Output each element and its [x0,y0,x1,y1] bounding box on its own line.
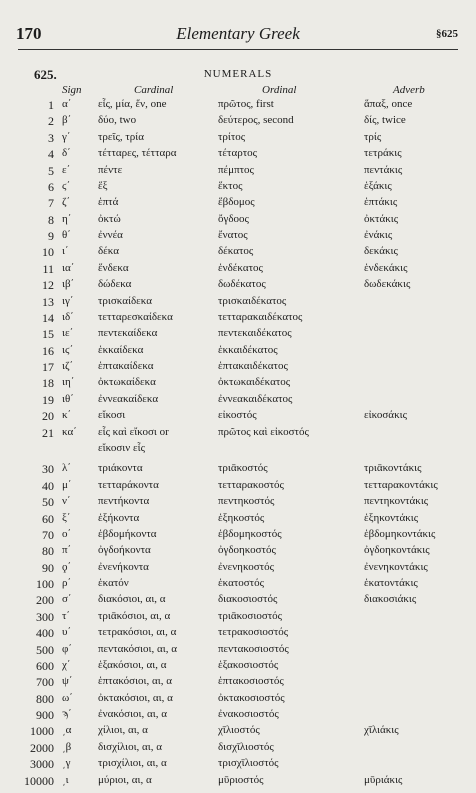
row-cardinal: ἑκκαίδεκα [98,343,144,356]
row-number: 50 [42,495,54,510]
row-adverb: τρίς [364,130,382,143]
row-adverb: εἰκοσάκις [364,409,407,422]
table-row [0,626,476,641]
row-number: 5 [48,163,54,178]
row-ordinal: πεντηκοστός [218,495,275,508]
row-ordinal: τρισχῑλιοστός [218,757,279,770]
row-cardinal: ἑπτακόσιοι, αι, α [98,675,172,688]
table-row [0,610,476,625]
row-ordinal: ἑκκαιδέκατος [218,343,278,356]
row-cardinal: τετταρεσκαίδεκα [98,310,173,323]
row-ordinal: ἐννεακαιδέκατος [218,392,293,405]
row-sign: ͵β [62,740,72,753]
row-sign: υ΄ [62,626,72,639]
table-row [0,659,476,674]
header-rule [18,49,458,50]
table-row [0,360,476,375]
section-title: NUMERALS [203,68,273,80]
table-row [0,724,476,739]
row-number: 18 [42,376,54,391]
row-sign: ϙ΄ [62,560,72,573]
column-header-ordinal: Ordinal [262,84,297,96]
row-ordinal: διακοσιοστός [218,593,278,606]
table-row [0,544,476,559]
row-number: 12 [42,278,54,293]
table-row [0,213,476,228]
row-number: 300 [36,609,54,624]
row-sign: ζ΄ [62,196,71,209]
row-number: 11 [42,261,54,276]
row-cardinal: ὀκτακόσιοι, αι, α [98,691,173,704]
row-cardinal: τρισχίλιοι, αι, α [98,757,167,770]
row-sign: ιγ΄ [62,294,74,307]
row-cardinal: ἐνακόσιοι, αι, α [98,708,167,721]
row-cardinal: τετρακόσιοι, αι, α [98,626,177,639]
row-adverb: ὀγδοηκοντάκις [364,544,430,557]
table-row [0,462,476,477]
table-row [0,495,476,510]
section-number: 625. [34,67,57,82]
row-cardinal: τέτταρες, τέτταρα [98,147,177,160]
row-ordinal: ἐνακοσιοστός [218,708,279,721]
row-cardinal: δισχίλιοι, αι, α [98,740,163,753]
row-adverb: μῡριάκις [364,773,403,786]
row-ordinal: ἑκατοστός [218,577,264,590]
row-sign: ρ΄ [62,577,72,590]
page-number: 170 [16,24,42,43]
row-number: 3 [48,130,54,145]
table-row [0,164,476,179]
row-ordinal: ἑβδομηκοστός [218,527,282,540]
row-sign: ιζ΄ [62,360,74,373]
row-adverb: ἅπαξ, once [364,98,413,110]
row-ordinal: εἰκοστός [218,409,257,422]
row-number: 400 [36,626,54,641]
row-number: 200 [36,593,54,608]
row-cardinal: ἐνενήκοντα [98,560,149,573]
table-row [0,692,476,707]
row-number: 9 [48,229,54,244]
row-adverb: χῑλιάκις [364,724,399,737]
page-header [0,24,476,46]
row-sign: ιδ΄ [62,310,74,323]
row-ordinal: τετρακοσιοστός [218,626,289,639]
row-adverb: ἑνδεκάκις [364,261,408,274]
row-ordinal: πεντακοσιοστός [218,642,289,655]
row-ordinal: ὀγδοηκοστός [218,544,276,557]
row-ordinal: τέταρτος [218,147,257,160]
row-cardinal: πεντεκαίδεκα [98,327,158,340]
row-cardinal: ἑξακόσιοι, αι, α [98,658,167,671]
row-number: 80 [42,544,54,559]
table-row [0,528,476,543]
row-adverb: δίς, twice [364,114,406,127]
table-row [0,344,476,359]
table-row [0,757,476,772]
row-ordinal: τετταρακοστός [218,478,284,491]
row-adverb: ἐνενηκοντάκις [364,560,428,573]
row-cardinal: δέκα [98,245,120,258]
row-adverb: ἑξάκις [364,179,392,192]
row-ordinal: δέκατος [218,245,254,258]
row-number: 2000 [30,740,54,755]
row-cardinal: ἑκατόν [98,577,129,590]
table-row [0,774,476,789]
row-adverb: τριᾱκοντάκις [364,462,422,475]
row-sign: ιη΄ [62,376,75,389]
row-number: 1000 [30,724,54,739]
table-row [0,131,476,146]
table-row [0,512,476,527]
row-cardinal: ὀκτωκαίδεκα [98,376,156,389]
row-ordinal: πέμπτος [218,163,254,176]
row-sign: θ΄ [62,229,71,242]
table-row [0,479,476,494]
row-sign: δ΄ [62,147,71,160]
row-cardinal: τρεῖς, τρία [98,130,144,143]
row-sign: ψ΄ [62,675,73,688]
table-row [0,196,476,211]
row-adverb: δωδεκάκις [364,278,411,291]
row-ordinal: μῡριοστός [218,773,264,786]
row-adverb: ἑπτάκις [364,196,398,209]
table-row [0,376,476,391]
table-row [0,741,476,756]
row-ordinal: ἐνενηκοστός [218,560,274,573]
section-reference: §625 [436,28,458,40]
column-header-cardinal: Cardinal [134,84,174,96]
row-sign: ϡ΄ [62,708,72,721]
row-sign: ι΄ [62,245,69,258]
row-adverb: ἐνάκις [364,229,393,242]
table-row [0,295,476,310]
row-number: 500 [36,642,54,657]
row-cardinal: εἷς καὶ εἴκοσι or [98,425,169,438]
row-number: 40 [42,478,54,493]
row-number: 17 [42,360,54,375]
row-sign: ω΄ [62,691,73,704]
row-cardinal: ὀκτώ [98,212,121,225]
row-number: 10 [42,245,54,260]
table-row [0,426,476,441]
row-sign: α΄ [62,98,72,110]
row-adverb: ἑξηκοντάκις [364,511,419,524]
row-sign: σ΄ [62,593,72,606]
row-adverb: τετράκις [364,147,402,160]
row-cardinal: διακόσιοι, αι, α [98,593,166,606]
table-row [0,593,476,608]
row-ordinal: ἑξηκοστός [218,511,265,524]
row-adverb: δεκάκις [364,245,398,258]
row-ordinal: ἑνδέκατος [218,261,263,274]
row-sign: ν΄ [62,495,71,508]
row-sign: ιε΄ [62,327,74,340]
row-adverb: πεντάκις [364,163,403,176]
table-row [0,675,476,690]
row-number: 900 [36,708,54,723]
row-sign: ͵γ [62,757,71,770]
row-cardinal: δύο, two [98,114,137,127]
row-number: 30 [42,462,54,477]
row-ordinal: τρίτος [218,130,246,143]
row-ordinal: ἑξακοσιοστός [218,658,279,671]
row-number: 16 [42,343,54,358]
row-number: 800 [36,691,54,706]
row-sign: γ΄ [62,130,71,143]
table-row [0,98,476,113]
row-ordinal: τριᾱκοσιοστός [218,609,283,622]
table-row [0,708,476,723]
row-sign: ϛ΄ [62,179,71,192]
row-cardinal: ἕνδεκα [98,261,129,274]
row-sign: ͵α [62,724,72,737]
row-adverb: τετταρακοντάκις [364,478,438,491]
table-row [0,643,476,658]
row-cardinal: χίλιοι, αι, α [98,724,148,737]
row-cardinal: εἴκοσι [98,409,126,422]
row-sign: ξ΄ [62,511,71,524]
row-number: 600 [36,658,54,673]
table-row [0,409,476,424]
row-ordinal: πεντεκαιδέκατος [218,327,292,340]
row-cardinal: ἑβδομήκοντα [98,527,157,540]
table-row [0,114,476,129]
row-sign: φ΄ [62,642,73,655]
row-sign: λ΄ [62,462,71,475]
row-adverb: πεντηκοντάκις [364,495,429,508]
row-cardinal: τρισκαίδεκα [98,294,152,307]
row-ordinal: τρισκαιδέκατος [218,294,287,307]
row-number: 100 [36,577,54,592]
row-sign: τ΄ [62,609,71,622]
table-row [0,229,476,244]
row-sign: μ΄ [62,478,72,491]
row-number: 6 [48,179,54,194]
row-adverb: ὀκτάκις [364,212,399,225]
row-cardinal: δώδεκα [98,278,132,291]
row-sign: ο΄ [62,527,72,540]
row-ordinal: τριᾱκοστός [218,462,268,475]
row-number: 90 [42,560,54,575]
table-row [0,245,476,260]
row-sign: ε΄ [62,163,71,176]
column-header-sign: Sign [62,84,82,96]
row-ordinal: ὀκτωκαιδέκατος [218,376,291,389]
row-sign: κ΄ [62,409,72,422]
table-row [0,262,476,277]
row-cardinal: ἐννέα [98,229,123,242]
table-row [0,577,476,592]
row-sign: ιθ΄ [62,392,74,405]
row-number: 8 [48,212,54,227]
row-cardinal: τετταράκοντα [98,478,159,491]
row-cardinal: εἷς, μία, ἕν, one [98,98,167,110]
row-sign: β΄ [62,114,72,127]
table-row [0,442,476,457]
row-sign: ͵ι [62,773,69,786]
column-header-adverb: Adverb [393,84,425,96]
row-ordinal: δισχῑλιοστός [218,740,274,753]
row-number: 10000 [24,773,54,788]
row-ordinal: πρῶτος καὶ εἰκοστός [218,425,309,438]
row-cardinal: ἑπτά [98,196,119,209]
row-cardinal: τριάκοντα [98,462,143,475]
row-ordinal: ἕβδομος [218,196,255,209]
row-ordinal: δεύτερος, second [218,114,294,127]
row-number: 70 [42,527,54,542]
row-number: 60 [42,511,54,526]
row-adverb: ἑβδομηκοντάκις [364,527,436,540]
row-ordinal: ἕκτος [218,179,243,192]
table-row [0,311,476,326]
table-row [0,180,476,195]
row-cardinal: πεντήκοντα [98,495,150,508]
row-number: 20 [42,409,54,424]
row-number: 1 [48,98,54,112]
table-row [0,147,476,162]
row-cardinal: πέντε [98,163,123,176]
row-ordinal: ὄγδοος [218,212,249,225]
row-cardinal: πεντακόσιοι, αι, α [98,642,177,655]
row-ordinal: δωδέκατος [218,278,266,291]
row-sign: η΄ [62,212,72,225]
row-adverb: διακοσιάκις [364,593,417,606]
row-cardinal: μύριοι, αι, α [98,773,152,786]
table-row [0,278,476,293]
row-number: 19 [42,392,54,407]
row-number: 14 [42,310,54,325]
row-ordinal: ἑπτακοσιοστός [218,675,284,688]
row-cardinal: ἐννεακαίδεκα [98,392,159,405]
row-number: 3000 [30,757,54,772]
row-cardinal: ἑξήκοντα [98,511,140,524]
row-sign: π΄ [62,544,72,557]
row-cardinal: εἴκοσιν εἷς [98,441,145,454]
row-sign: κα΄ [62,425,77,438]
row-sign: ιϛ΄ [62,343,74,356]
row-ordinal: ὀκτακοσιοστός [218,691,285,704]
row-number: 4 [48,147,54,162]
row-ordinal: τετταρακαιδέκατος [218,310,303,323]
row-sign: χ΄ [62,658,71,671]
row-ordinal: ἔνατος [218,229,248,242]
row-ordinal: χῑλιοστός [218,724,260,737]
row-adverb: ἑκατοντάκις [364,577,418,590]
row-cardinal: ἑπτακαίδεκα [98,360,154,373]
table-row [0,561,476,576]
row-cardinal: τριᾱκόσιοι, αι, α [98,609,171,622]
row-number: 13 [42,294,54,309]
row-number: 700 [36,675,54,690]
table-row [0,393,476,408]
row-number: 2 [48,114,54,129]
row-cardinal: ἕξ [98,179,108,192]
row-ordinal: ἑπτακαιδέκατος [218,360,288,373]
table-row [0,327,476,342]
row-ordinal: πρῶτος, first [218,98,274,110]
row-number: 15 [42,327,54,342]
row-number: 21 [42,425,54,440]
row-number: 7 [48,196,54,211]
row-sign: ιβ΄ [62,278,75,291]
row-cardinal: ὀγδοήκοντα [98,544,151,557]
row-sign: ια΄ [62,261,75,274]
running-title: Elementary Greek [176,24,300,43]
